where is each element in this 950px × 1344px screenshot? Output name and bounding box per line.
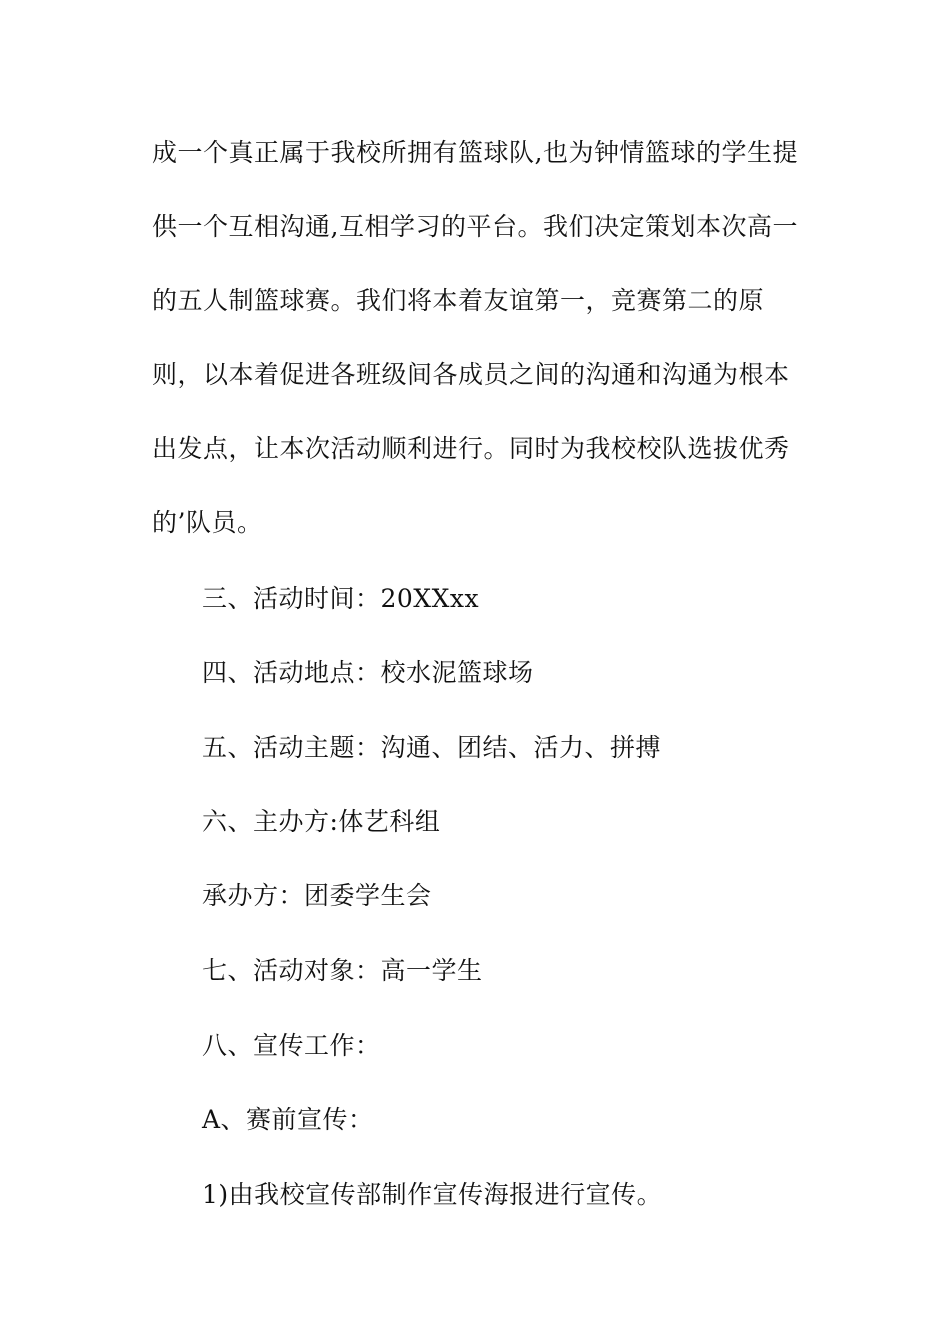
subsection-pre-game-publicity: A、赛前宣传： [202,1105,374,1134]
paragraph-line-5: 出发点，让本次活动顺利进行。同时为我校校队选拔优秀 [152,434,790,463]
list-item-poster-publicity: 1)由我校宣传部制作宣传海报进行宣传。 [202,1180,663,1209]
section-organizer: 六、主办方:体艺科组 [202,807,441,836]
section-participants: 七、活动对象：高一学生 [202,956,483,985]
section-publicity: 八、宣传工作： [202,1031,381,1060]
section-activity-location: 四、活动地点：校水泥篮球场 [202,658,534,687]
paragraph-line-6: 的’队员。 [152,508,263,537]
paragraph-line-4: 则，以本着促进各班级间各成员之间的沟通和沟通为根本 [152,360,790,389]
section-activity-time: 三、活动时间：20XXxx [202,584,480,613]
section-co-organizer: 承办方：团委学生会 [202,881,432,910]
paragraph-line-3: 的五人制篮球赛。我们将本着友谊第一，竞赛第二的原 [152,286,765,315]
paragraph-line-1: 成一个真正属于我校所拥有篮球队,也为钟情篮球的学生提 [152,138,798,167]
section-activity-theme: 五、活动主题：沟通、团结、活力、拼搏 [202,733,662,762]
paragraph-line-2: 供一个互相沟通,互相学习的平台。我们决定策划本次高一 [152,212,798,241]
